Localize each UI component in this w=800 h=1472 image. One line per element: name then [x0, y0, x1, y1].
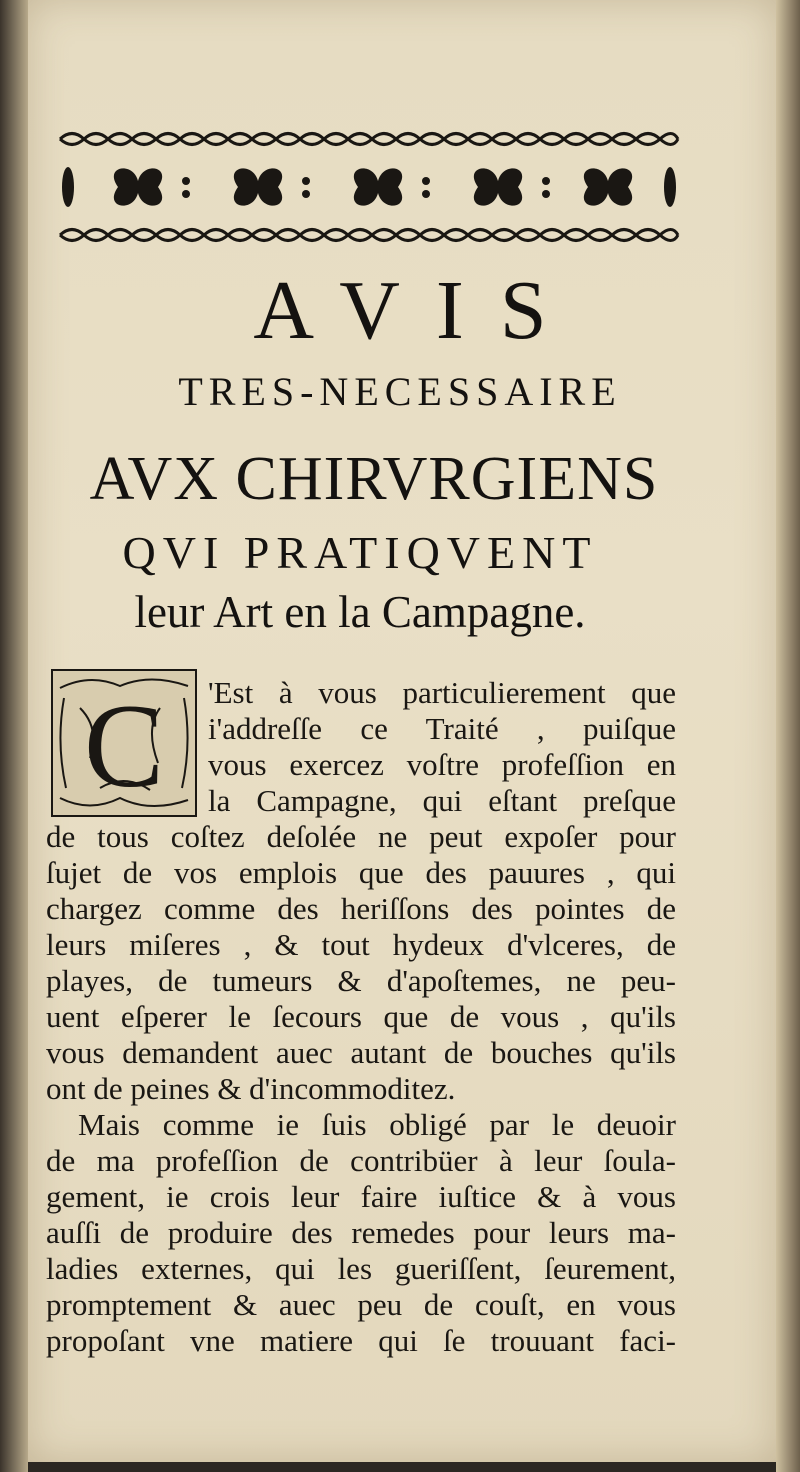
text-line: ladies externes, qui les gueriſſent, ſeurement,: [46, 1251, 676, 1286]
text-line: vous exercez voſtre profeſſion en: [208, 747, 676, 782]
text-line: playes, de tumeurs & d'apoſtemes, ne peu-: [46, 963, 676, 998]
text-line: propoſant vne matiere qui ſe trouuant faci-: [46, 1323, 676, 1358]
text-line: promptement & auec peu de couſt, en vous: [46, 1287, 676, 1322]
text-line: leurs miſeres , & tout hydeux d'vlceres, de: [46, 927, 676, 962]
page-edge-right: [776, 0, 800, 1472]
title-avis: AVIS: [253, 264, 583, 357]
decorated-initial-c: [50, 668, 198, 818]
text-line: gement, ie crois leur faire iuſtice & à vous: [46, 1179, 676, 1214]
text-line: Mais comme ie ſuis obligé par le deuoir: [78, 1107, 676, 1142]
svg-text:C: C: [83, 679, 165, 812]
text-line: de tous coſtez deſolée ne peut expoſer pour: [46, 819, 676, 854]
ornament-band-bottom: [58, 224, 680, 246]
text-line: auſſi de produire des remedes pour leurs ma-: [46, 1215, 676, 1250]
text-line: vous demandent auec autant de bouches qu'ils: [46, 1035, 676, 1070]
title-aux-chirurgiens: AVX CHIRVRGIENS: [89, 445, 659, 513]
text-line: chargez comme des heriſſons des pointes de: [46, 891, 676, 926]
text-line: de ma profeſſion de contribüer à leur ſoula-: [46, 1143, 676, 1178]
page-edge-left: [0, 0, 28, 1472]
ornament-band-top: [58, 128, 680, 150]
title-qui-pratiquent: QVI PRATIQVENT: [122, 527, 598, 578]
text-line: uent eſperer le ſecours que de vous , qu'ils: [46, 999, 676, 1034]
ornamental-headpiece: [58, 128, 680, 246]
title-tres-necessaire: TRES-NECESSAIRE: [178, 369, 622, 414]
text-line: ſujet de vos emplois que des pauures , qui: [46, 855, 676, 890]
text-line: la Campagne, qui eſtant preſque: [208, 783, 676, 818]
ornament-fleurons-row: [58, 156, 680, 218]
text-line: i'addreſſe ce Traité , puiſque: [208, 711, 676, 746]
text-line: 'Est à vous particulierement que: [208, 675, 676, 710]
text-line: ont de peines & d'incommoditez.: [46, 1071, 456, 1106]
title-leur-art: leur Art en la Campagne.: [134, 587, 586, 637]
